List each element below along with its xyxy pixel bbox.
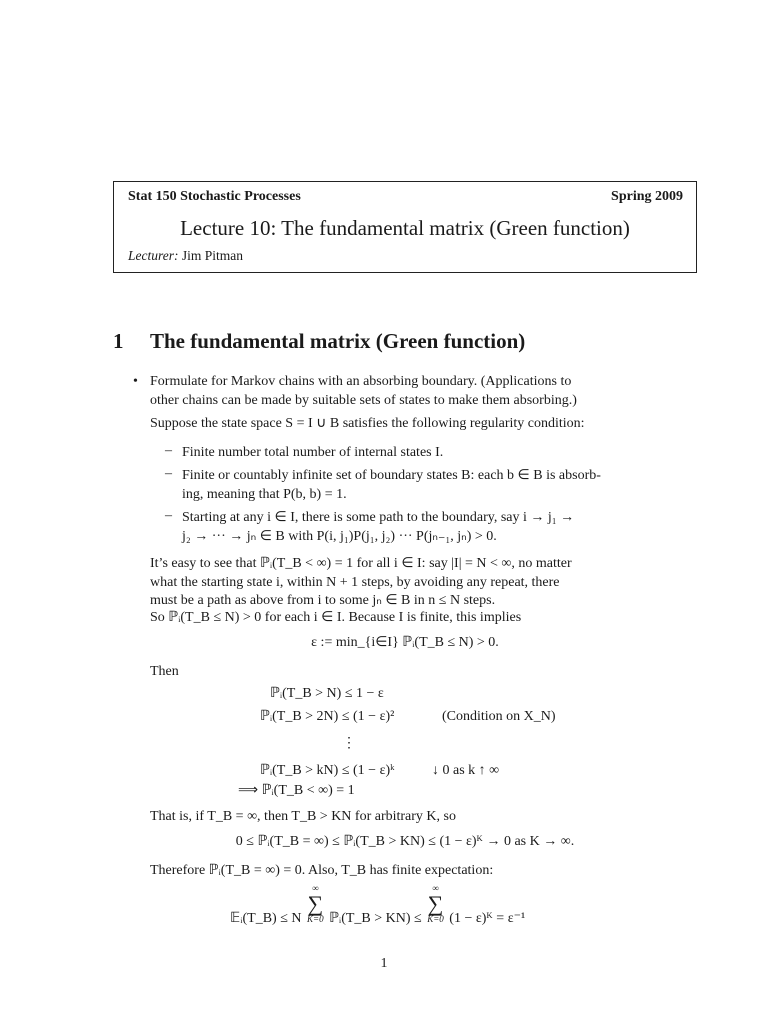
section-number: 1: [113, 329, 124, 353]
dash-icon: –: [165, 443, 172, 458]
lecturer-name: Jim Pitman: [181, 248, 244, 263]
epsilon-definition: ε := min_{i∈I} ℙᵢ(T_B ≤ N) > 0.: [311, 635, 499, 650]
section-title: The fundamental matrix (Green function): [150, 329, 526, 353]
summation-symbol: ∑: [427, 891, 444, 916]
state-space-line: Suppose the state space S = I ∪ B satisfies the following regularity condition:: [150, 416, 585, 431]
paragraph-line-2: what the starting state i, within N + 1 steps, by avoiding any repeat, there: [150, 575, 560, 590]
therefore-line: Therefore ℙᵢ(T_B = ∞) = 0. Also, T_B has finite expectation:: [150, 863, 494, 878]
bullet-icon: •: [133, 374, 138, 389]
equation-2-note: (Condition on X_N): [442, 709, 556, 724]
condition-item-2-line-2: ing, meaning that P(b, b) = 1.: [182, 487, 347, 502]
expectation-equation: [230, 883, 526, 927]
condition-item-3-line-2: j₂ → ··· → jₙ ∈ B with P(i, j₁)P(j₁, j₂) ··· P(jₙ₋₁, jₙ) > 0.: [182, 529, 497, 544]
expectation-rhs: (1 − ε)ᴷ = ε⁻¹: [449, 911, 526, 927]
paragraph-line-1: It’s easy to see that ℙᵢ(T_B < ∞) = 1 for all i ∈ I: say |I| = N < ∞, no matter: [150, 556, 572, 571]
lecturer-line: [128, 248, 243, 264]
summation-upper: ∞: [312, 883, 319, 893]
equation-2: ℙᵢ(T_B > 2N) ≤ (1 − ε)²: [260, 709, 395, 724]
equation-3: ℙᵢ(T_B > kN) ≤ (1 − ε)ᵏ: [260, 763, 395, 778]
summation-upper: ∞: [432, 883, 439, 893]
course-name: Stat 150 Stochastic Processes: [128, 189, 301, 204]
summation-lower: K=0: [307, 914, 324, 924]
equation-4: ⟹ ℙᵢ(T_B < ∞) = 1: [238, 783, 355, 798]
condition-item-2-line-1: Finite or countably infinite set of boundary states B: each b ∈ B is absorb-: [182, 468, 601, 483]
expectation-mid: ℙᵢ(T_B > KN) ≤: [329, 911, 422, 927]
equation-3-note: ↓ 0 as k ↑ ∞: [432, 763, 500, 778]
summation-1: [307, 884, 324, 924]
lecture-title: Lecture 10: The fundamental matrix (Green function): [180, 216, 630, 240]
summation-lower: K=0: [427, 914, 444, 924]
expectation-lhs: 𝔼ᵢ(T_B) ≤ N: [230, 911, 302, 927]
dash-icon: –: [165, 508, 172, 523]
paragraph-line-3: must be a path as above from i to some jₙ ∈ B in n ≤ N steps.: [150, 593, 496, 608]
paragraph-line-4: So ℙᵢ(T_B ≤ N) > 0 for each i ∈ I. Because I is finite, this implies: [150, 610, 522, 625]
bullet-text-line-1: Formulate for Markov chains with an absorbing boundary. (Applications to: [150, 374, 572, 389]
bullet-text-line-2: other chains can be made by suitable sets of states to make them absorbing.): [150, 393, 577, 408]
equation-1: ℙᵢ(T_B > N) ≤ 1 − ε: [270, 686, 384, 701]
lecture-header-box: [113, 181, 697, 273]
inequality-chain: 0 ≤ ℙᵢ(T_B = ∞) ≤ ℙᵢ(T_B > KN) ≤ (1 − ε)ᴷ → 0 as K → ∞.: [235, 834, 575, 849]
condition-item-1: Finite number total number of internal states I.: [182, 445, 444, 460]
that-is-line: That is, if T_B = ∞, then T_B > KN for arbitrary K, so: [150, 809, 456, 824]
summation-symbol: ∑: [307, 891, 324, 916]
summation-2: [427, 884, 444, 924]
condition-item-3-line-1: Starting at any i ∈ I, there is some path to the boundary, say i → j₁ →: [182, 510, 575, 525]
term: Spring 2009: [611, 189, 683, 204]
page-number: 1: [380, 956, 388, 971]
then-label: Then: [150, 664, 179, 679]
dash-icon: –: [165, 466, 172, 481]
lecturer-label: Lecturer:: [128, 248, 179, 263]
vertical-dots: ⋮: [342, 736, 356, 751]
